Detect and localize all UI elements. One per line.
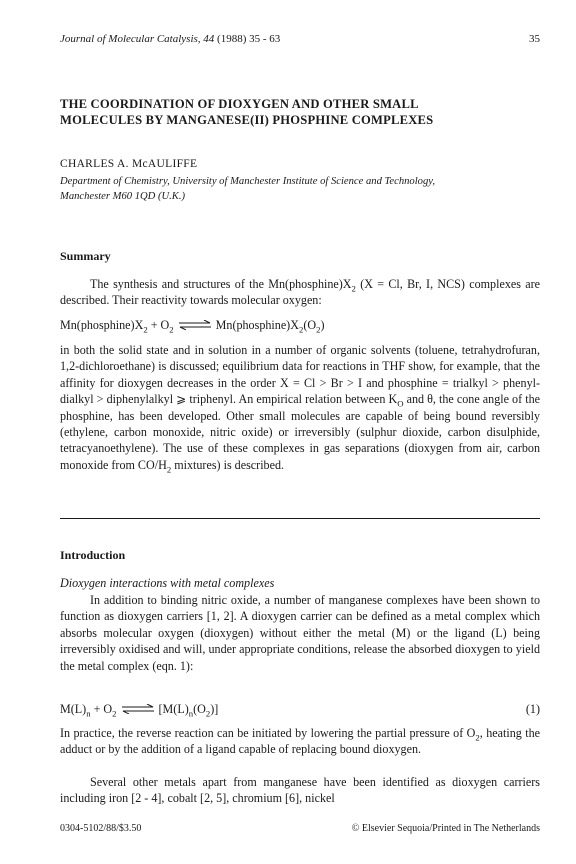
subscript-2: 2	[205, 708, 211, 719]
author-name: CHARLES A. McAULIFFE	[60, 158, 198, 170]
summary-heading: Summary	[60, 249, 111, 263]
summary-equation	[60, 318, 540, 333]
equation-1-left-a: M(L)	[60, 702, 87, 716]
introduction-paragraph-2	[60, 725, 540, 758]
summary-body-text-c: mixtures) is described.	[171, 457, 285, 472]
subscript-n: n	[86, 708, 91, 719]
introduction-heading: Introduction	[60, 548, 126, 562]
journal-volume: 44	[203, 33, 215, 45]
page-footer	[60, 823, 540, 834]
equilibrium-arrows-icon	[178, 320, 212, 330]
equation-left-b: + O	[147, 318, 170, 332]
subscript-2: 2	[351, 283, 356, 294]
introduction-paragraph-3: Several other metals apart from manganese have been identified as dioxygen carriers including iron [2 - 4], cobalt [2, 5], chromium [6], nickel	[60, 775, 540, 806]
subscript-o: O	[397, 398, 404, 409]
equilibrium-arrows-icon	[121, 704, 155, 714]
equation-right-c: )	[320, 318, 325, 332]
subscript-2: 2	[169, 324, 174, 335]
paragraph-2-text-b: , heating the adduct or by the addition of a ligand capable of replacing bound dioxygen.	[60, 726, 540, 757]
subscript-2: 2	[475, 732, 480, 743]
journal-name: Journal of Molecular Catalysis,	[60, 33, 201, 45]
section-divider	[60, 518, 540, 519]
summary-intro-text-b: (X = Cl, Br, I, NCS) complexes are described. Their reactivity towards molecular oxygen:	[60, 277, 541, 308]
author-affiliation	[60, 175, 540, 204]
summary-intro	[60, 276, 540, 309]
page-number: 35	[529, 33, 540, 45]
subscript-2: 2	[166, 464, 172, 475]
summary-body	[60, 342, 540, 473]
copyright-line: © Elsevier Sequoia/Printed in The Netherlands	[351, 823, 540, 834]
equation-right-b: (O	[303, 318, 317, 332]
summary-body-text-b: and θ, the cone angle of the phosphine, has been developed. Other small molecules are capable of being bound reversibly (ethylene, carbon monoxide, nitric oxide) or irreversibly (sulphur dioxide, carbon disulphide, tetracyanoethylene). The use of these complexes in gas separations (dioxygen from air, carbon monoxide from CO/H	[60, 392, 540, 472]
article-title	[60, 96, 540, 128]
equation-number: (1)	[525, 702, 540, 716]
equation-1-right-b: (O	[193, 702, 206, 716]
equation-left-a: Mn(phosphine)X	[60, 318, 144, 332]
subscript-2: 2	[143, 324, 148, 335]
title-line-2: MOLECULES BY MANGANESE(II) PHOSPHINE COMPLEXES	[60, 113, 434, 127]
journal-page	[60, 0, 540, 864]
equation-right-a: Mn(phosphine)X	[215, 318, 299, 332]
subscript-2: 2	[112, 708, 117, 719]
paragraph-2-text-a: In practice, the reverse reaction can be initiated by lowering the partial pressure of O	[60, 726, 476, 740]
subscript-2: 2	[316, 324, 321, 335]
title-line-1: THE COORDINATION OF DIOXYGEN AND OTHER SMALL	[60, 97, 419, 111]
running-header	[60, 33, 540, 45]
equation-1-right-a: [M(L)	[158, 702, 189, 716]
affiliation-line-2: Manchester M60 1QD (U.K.)	[60, 190, 186, 202]
introduction-subheading: Dioxygen interactions with metal complexes	[60, 576, 275, 590]
journal-year-pages: (1988) 35 - 63	[217, 33, 281, 45]
subscript-2: 2	[298, 324, 304, 335]
summary-body-text-a: in both the solid state and in solution in a number of organic solvents (toluene, tetrahydrofuran, 1,2-dichloroethane) is discussed; equilibrium data for reactions in THF show, for example, that the affinity for dioxygen decreases in the order X = Cl > Br > I and phosphine = trialkyl > phenyl-dialkyl > diphenylalkyl ⩾ triphenyl. An empirical relation between K	[60, 343, 540, 407]
affiliation-line-1: Department of Chemistry, University of Manchester Institute of Science and Technology,	[60, 176, 436, 187]
equation-1-left-b: + O	[90, 702, 113, 716]
subscript-n: n	[188, 708, 194, 719]
equation-1	[60, 702, 540, 717]
introduction-paragraph-1: In addition to binding nitric oxide, a number of manganese complexes have been shown to function as dioxygen carriers [1, 2]. A dioxygen carrier can be defined as a metal complex which absorbs molecular oxygen (dioxygen) without either the metal (M) or the ligand (L) being irreversibly oxidised and will, under appropriate conditions, release the absorbed dioxygen to yield the metal complex (eqn. 1):	[60, 593, 540, 673]
summary-intro-text-a: The synthesis and structures of the Mn(phosphine)X	[90, 277, 352, 291]
article-code: 0304-5102/88/$3.50	[60, 823, 142, 834]
equation-1-right-c: )]	[210, 702, 219, 716]
